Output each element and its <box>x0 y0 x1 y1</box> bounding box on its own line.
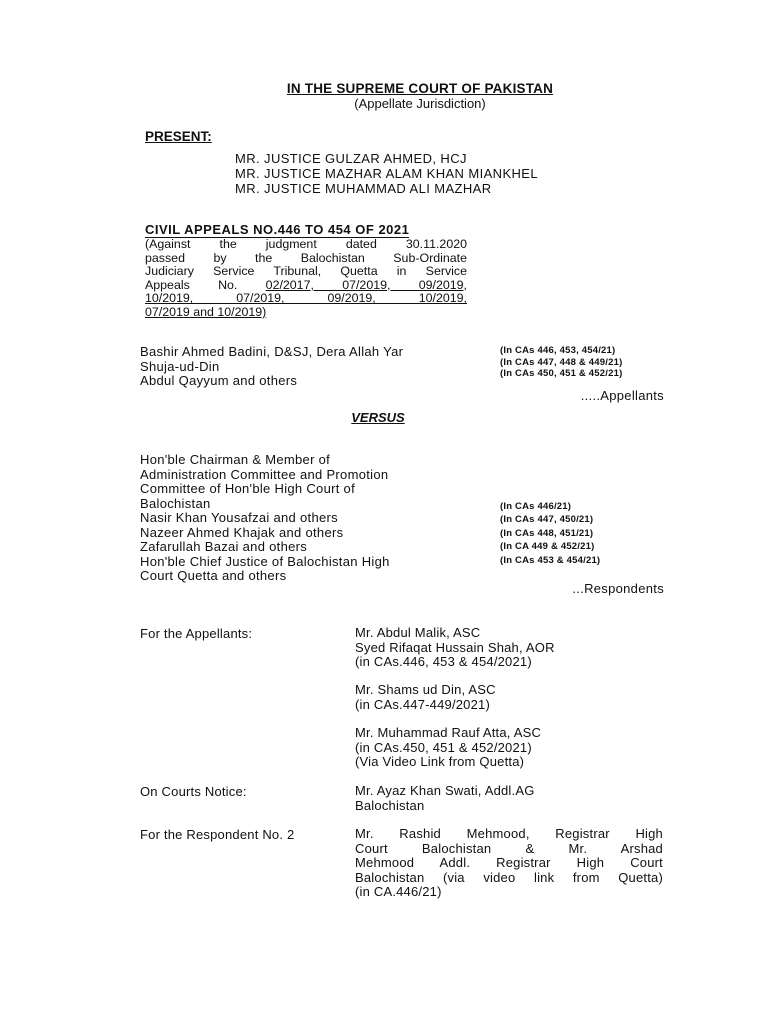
courts-notice-counsel <box>355 784 535 813</box>
respondent-2-counsel-label: For the Respondent No. 2 <box>140 827 295 842</box>
counsel-line: Court Balochistan & Mr. Arshad <box>355 840 663 856</box>
appeals-line-4 <box>145 279 467 293</box>
appeals-title: CIVIL APPEALS NO.446 TO 454 OF 2021 <box>145 222 410 237</box>
appeals-line-4-prefix: Appeals No. <box>145 277 266 292</box>
jurisdiction-subheading: (Appellate Jurisdiction) <box>354 96 486 111</box>
respondent-name: Nasir Khan Yousafzai and others <box>140 510 338 525</box>
appeals-line: 10/2019, 07/2019, 09/2019, 10/2019, <box>145 291 467 306</box>
case-ref: (In CAs 453 & 454/21) <box>500 554 601 566</box>
counsel-line: Balochistan <box>355 797 425 813</box>
respondent-case-refs <box>500 500 600 567</box>
appellants-counsel-label: For the Appellants: <box>140 626 253 641</box>
appellants-role: .....Appellants <box>580 388 664 403</box>
appeals-line: (Against the judgment dated 30.11.2020 <box>145 237 467 251</box>
judge-name: MR. JUSTICE MUHAMMAD ALI MAZHAR <box>235 181 492 196</box>
case-ref: (In CAs 448, 451/21) <box>500 527 594 539</box>
counsel-line: Mr. Muhammad Rauf Atta, ASC <box>355 725 542 740</box>
appellant-name: Bashir Ahmed Badini, D&SJ, Dera Allah Yar <box>140 344 404 359</box>
judge-name: MR. JUSTICE GULZAR AHMED, HCJ <box>235 151 467 166</box>
respondent-name: Hon'ble Chairman & Member of <box>140 452 331 467</box>
appeals-line: passed by the Balochistan Sub-Ordinate <box>145 250 467 265</box>
case-ref: (In CAs 447, 448 & 449/21) <box>500 356 623 368</box>
judge-name: MR. JUSTICE MAZHAR ALAM KHAN MIANKHEL <box>235 166 539 181</box>
case-ref: (In CA 449 & 452/21) <box>500 541 595 553</box>
respondent-name: Court Quetta and others <box>140 568 287 583</box>
present-label: PRESENT: <box>145 129 212 144</box>
appellants-counsel-group-1 <box>355 626 555 670</box>
case-ref: (In CAs 446/21) <box>500 501 572 512</box>
counsel-line: Balochistan (via video link from Quetta) <box>355 869 663 885</box>
appeals-description <box>145 238 467 320</box>
respondent-name: Administration Committee and Promotion <box>140 466 389 482</box>
bench-list <box>235 151 538 196</box>
counsel-line: (Via Video Link from Quetta) <box>355 754 525 769</box>
appeals-line: Judiciary Service Tribunal, Quetta in Service <box>145 264 467 279</box>
case-ref: (In CAs 450, 451 & 452/21) <box>500 368 623 379</box>
respondent-name: Balochistan <box>140 495 211 511</box>
counsel-line: Mr. Shams ud Din, ASC <box>355 682 496 697</box>
appellant-name: Abdul Qayyum and others <box>140 373 298 388</box>
appeals-line-4-numbers: 02/2017, 07/2019, 09/2019, <box>265 277 467 292</box>
case-ref: (In CAs 446, 453, 454/21) <box>500 345 616 356</box>
counsel-line: (in CAs.447-449/2021) <box>355 696 490 712</box>
counsel-line: Mr. Rashid Mehmood, Registrar High <box>355 826 663 841</box>
courts-notice-label: On Courts Notice: <box>140 784 247 799</box>
respondents-list <box>140 453 390 584</box>
respondent-name: Nazeer Ahmed Khajak and others <box>140 524 344 540</box>
counsel-line: Mehmood Addl. Registrar High Court <box>355 855 663 870</box>
counsel-line: Mr. Abdul Malik, ASC <box>355 625 481 640</box>
appellant-name: Shuja-ud-Din <box>140 358 220 374</box>
versus-heading: VERSUS <box>351 410 405 425</box>
counsel-line: Syed Rifaqat Hussain Shah, AOR <box>355 639 555 655</box>
appellants-list <box>140 345 403 389</box>
respondent-name: Hon'ble Chief Justice of Balochistan High <box>140 553 390 569</box>
appellants-counsel-group-3 <box>355 726 541 770</box>
counsel-line: (in CAs.450, 451 & 452/2021) <box>355 739 532 755</box>
counsel-line: Mr. Ayaz Khan Swati, Addl.AG <box>355 783 535 798</box>
counsel-line: (in CA.446/21) <box>355 884 442 899</box>
respondent-name: Committee of Hon'ble High Court of <box>140 481 355 496</box>
respondent-name: Zafarullah Bazai and others <box>140 539 308 554</box>
court-heading: IN THE SUPREME COURT OF PAKISTAN <box>286 81 554 96</box>
respondent-2-counsel <box>355 827 663 900</box>
appellant-case-refs <box>500 345 622 380</box>
case-ref: (In CAs 447, 450/21) <box>500 514 594 526</box>
appeals-line: 07/2019 and 10/2019) <box>145 304 267 319</box>
appellants-counsel-group-2 <box>355 683 496 712</box>
respondents-role: ...Respondents <box>572 581 664 596</box>
counsel-line: (in CAs.446, 453 & 454/2021) <box>355 654 532 669</box>
